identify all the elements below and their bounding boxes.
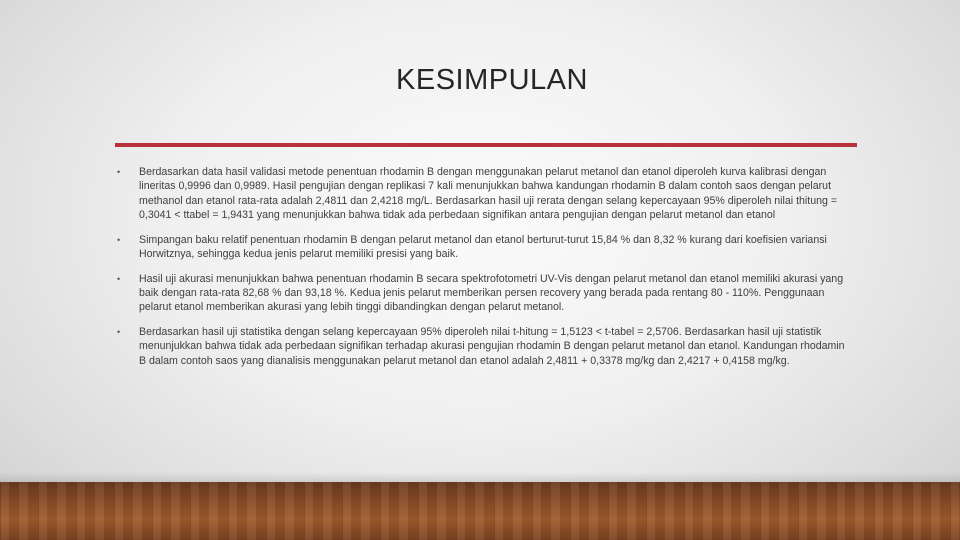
title-underline — [115, 143, 857, 147]
slide-title: KESIMPULAN — [396, 64, 588, 96]
bullet-item — [115, 165, 850, 222]
bullet-item — [115, 325, 850, 368]
bullet-item — [115, 233, 850, 262]
bullet-icon: • — [117, 234, 121, 245]
bullet-text: Hasil uji akurasi menunjukkan bahwa penentuan rhodamin B secara spektrofotometri UV-Vis dengan pelarut metanol dan etanol memiliki akurasi yang baik dengan rata-rata 82,68 % dan 93,18 %. Kedua jenis pelarut memberikan persen recovery yang berada pada rentang 80 - 110%. Penggunaan pelarut etanol memberikan akurasi yang lebih tinggi dibandingkan dengan pelarut metanol. — [139, 272, 844, 314]
wood-floor-background — [0, 482, 960, 540]
bullet-icon: • — [117, 167, 121, 177]
bullet-list — [115, 165, 850, 379]
bullet-text: Simpangan baku relatif penentuan rhodamin B dengan pelarut metanol dan etanol berturut-turut 15,84 % dan 8,32 % kurang dari koefisien variansi Horwitznya, sehingga kedua jenis pelarut memiliki presisi yang baik. — [139, 233, 827, 260]
bullet-text: Berdasarkan hasil uji statistika dengan selang kepercayaan 95% diperoleh nilai t-hitung = 1,5123 < t-tabel = 2,5706. Berdasarkan hasil uji statistik menunjukkan bahwa tidak ada perbedaan signifikan terhadap akurasi pengujian rhodamin B dengan pelarut metanol dan etanol. Kandungan rhodamin B dalam contoh saos yang dianalisis menggunakan pelarut metanol dan etanol adalah 2,4811 + 0,3378 mg/kg dan 2,4217 + 0,4158 mg/kg. — [139, 326, 845, 367]
bullet-icon: • — [117, 327, 121, 338]
bullet-item — [115, 272, 850, 315]
bullet-text: Berdasarkan data hasil validasi metode penentuan rhodamin B dengan menggunakan pelarut metanol dan etanol diperoleh kurva kalibrasi dengan lineritas 0,9996 dan 0,9989. Hasil pengujian dengan replikasi 7 kali menunjukkan bahwa kandungan rhodamin B dalam contoh saos dengan pelarut methanol dan etanol rata-rata adalah 2,4811 dan 2,4218 mg/L. Berdasarkan hasil uji rerata dengan selang kepercayaan 95% diperoleh nilai thitung = 0,3041 < ttabel = 1,9431 yang menunjukkan bahwa tidak ada perbedaan signifikan antara pengujian dengan pelarut metanol dan etanol — [139, 166, 838, 221]
bullet-icon: • — [117, 273, 121, 284]
